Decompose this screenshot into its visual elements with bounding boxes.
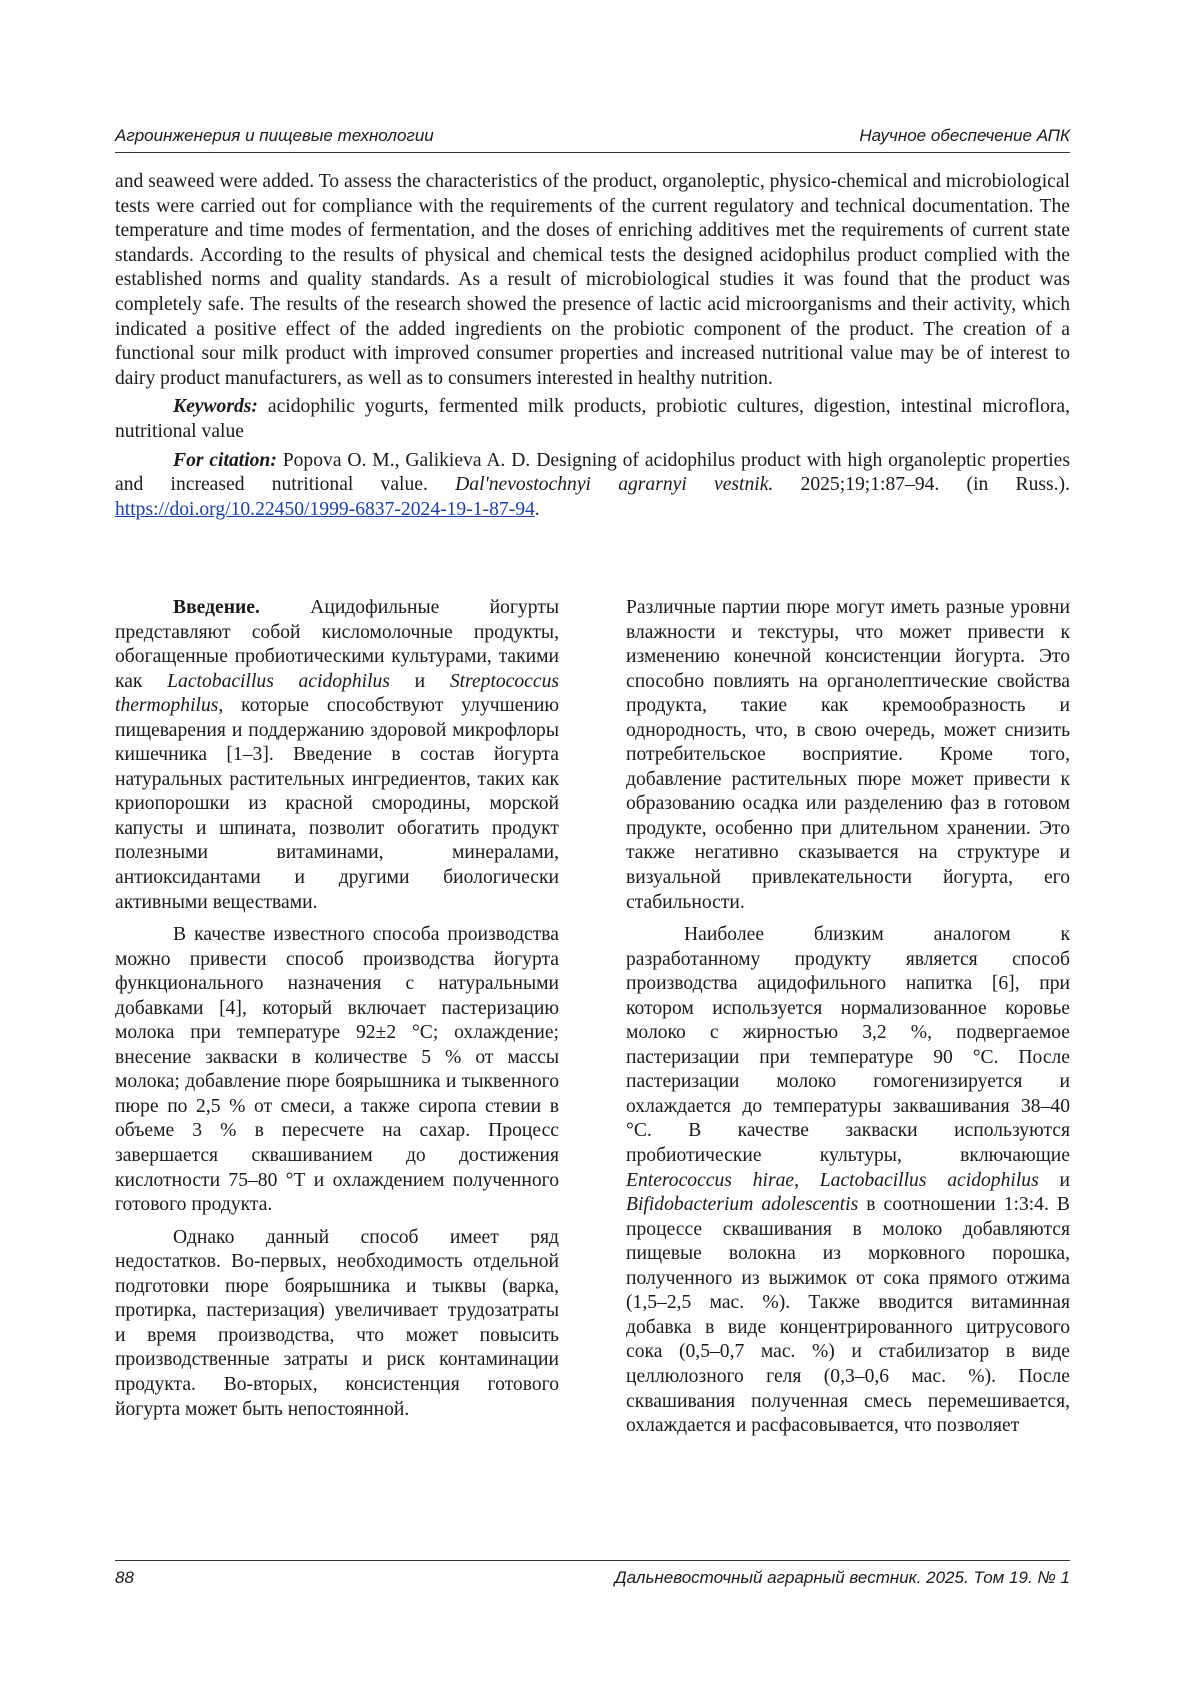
citation-end: . [534,498,540,520]
intro-text-c: , которые способствуют улучшению пищеварения и поддержанию здоровой микрофлоры кишечника [1–3]. Введение в состав йогурта натуральных растительных ингредиентов, таких как криопорошки из красной смородины, морской капусты и шпината, позволит обогатить продукт полезными витаминами, минералами, антиоксидантами и другими биологически активными веществами. [115,695,559,913]
right-column [626,596,1070,1447]
header-rubric: Научное обеспечение АПК [859,126,1070,145]
header-rule [115,152,1070,153]
doi-link[interactable]: https://doi.org/10.22450/1999-6837-2024-19-1-87-94 [115,498,535,520]
citation-label: For citation: [173,449,277,471]
running-footer [115,1566,1070,1592]
citation-details: 2025;19;1:87–94. (in Russ.). [773,474,1070,496]
citation-journal: Dal'nevostochnyi agrarnyi vestnik. [455,474,774,496]
analog-text-a: Наиболее близким аналогом к разработанному продукту является способ производства ацидофильного напитка [6], при котором используется нормализованное коровье молоко с жирностью 3,2 %, подвергаемое пастеризации при температуре 90 °С. После пастеризации молоко гомогенизируется и охлаждается до температуры заквашивания 38–40 °С. В качестве закваски используются пробиотические культуры, включающие [626,924,1070,1167]
species-enterococcus: Enterococcus hirae, Lactobacillus acidophilus [626,1169,1039,1191]
footer-rule [115,1560,1070,1561]
left-column [115,596,559,1430]
keywords-label: Keywords: [173,396,258,418]
english-abstract [115,170,1070,522]
page-number: 88 [115,1568,134,1587]
citation [115,449,1070,523]
header-section: Агроинженерия и пищевые технологии [115,126,434,145]
intro-heading: Введение. [173,597,260,618]
footer-journal: Дальневосточный аграрный вестник. 2025. Том 19. № 1 [614,1568,1070,1587]
continued-paragraph: Различные партии пюре могут иметь разные уровни влажности и текстуры, что может привести к изменению конечной консистенции йогурта. Это способно повлиять на органолептические свойства продукта, такие как кремообразность и однородность, что, в свою очередь, может снизить потребительское восприятие. Кроме того, добавление растительных пюре может привести к образованию осадка или разделению фаз в готовом продукте, особенно при длительном хранении. Это также негативно сказывается на структуре и визуальной привлекательности йогурта, его стабильности. [626,597,1070,913]
intro-text-b: и [389,670,450,692]
species-lactobacillus: Lactobacillus acidophilus [167,670,390,692]
intro-paragraph [115,596,559,915]
running-header [115,124,1070,152]
abstract-text: and seaweed were added. To assess the characteristics of the product, organoleptic, physico-chemical and microbiological tests were carried out for compliance with the requirements of the current regulatory and technical documentation. The temperature and time modes of fermentation, and the doses of enriching additives met the requirements of current state standards. According to the results of physical and chemical tests the designed acidophilus product complied with the established norms and quality standards. As a result of microbiological studies it was found that the product was completely safe. The results of the research showed the presence of lactic acid microorganisms and their activity, which indicated a positive effect of the added ingredients on the probiotic component of the product. The creation of a functional sour milk product with improved consumer properties and increased nutritional value may be of interest to dairy product manufacturers, as well as to consumers interested in healthy nutrition. [115,171,1070,389]
analog-text-c: в соотношении 1:3:4. В процессе сквашивания в молоко добавляются пищевые волокна из морковного порошка, полученного из выжимок от сока прямого отжима (1,5–2,5 мас. %). Также вводится витаминная добавка в виде концентрированного цитрусового сока (0,5–0,7 мас. %) и стабилизатор в виде целлюлозного геля (0,3–0,6 мас. %). После сквашивания полученная смесь перемешивается, охлаждается и расфасовывается, что позволяет [626,1194,1070,1437]
species-bifidobacterium: Bifidobacterium adolescentis [626,1194,859,1216]
keywords [115,395,1070,444]
citation-text: Popova O. M., Galikieva A. D. Designing of acidophilus product with high organoleptic properties and increased nutritional value. [115,449,1070,496]
analog-paragraph [626,923,1070,1438]
intro-text-a: Ацидофильные йогурты представляют собой кисломолочные продукты, обогащенные пробиотическими культурами, такими как [115,597,559,692]
keywords-text: acidophilic yogurts, fermented milk products, probiotic cultures, digestion, intestinal microflora, nutritional value [115,396,1070,442]
species-streptococcus: Streptococcus thermophilus [115,670,559,717]
analog-text-b: и [1038,1169,1070,1191]
drawbacks-paragraph: Однако данный способ имеет ряд недостатков. Во-первых, необходимость отдельной подготовки пюре боярышника и тыквы (варка, протирка, пастеризация) увеличивает трудозатраты и время производства, что может повысить производственные затраты и риск контаминации продукта. Во-вторых, консистенция готового йогурта может быть непостоянной. [115,1226,559,1420]
known-method-paragraph: В качестве известного способа производства можно привести способ производства йогурта функционального назначения с натуральными добавками [4], который включает пастеризацию молока при температуре 92±2 °С; охлаждение; внесение закваски в количестве 5 % от массы молока; добавление пюре боярышника и тыквенного пюре по 2,5 % от смеси, а также сиропа стевии в объеме 3 % в пересчете на сахар. Процесс завершается сквашиванием до достижения кислотности 75–80 °Т и охлаждением полученного готового продукта. [115,924,559,1216]
